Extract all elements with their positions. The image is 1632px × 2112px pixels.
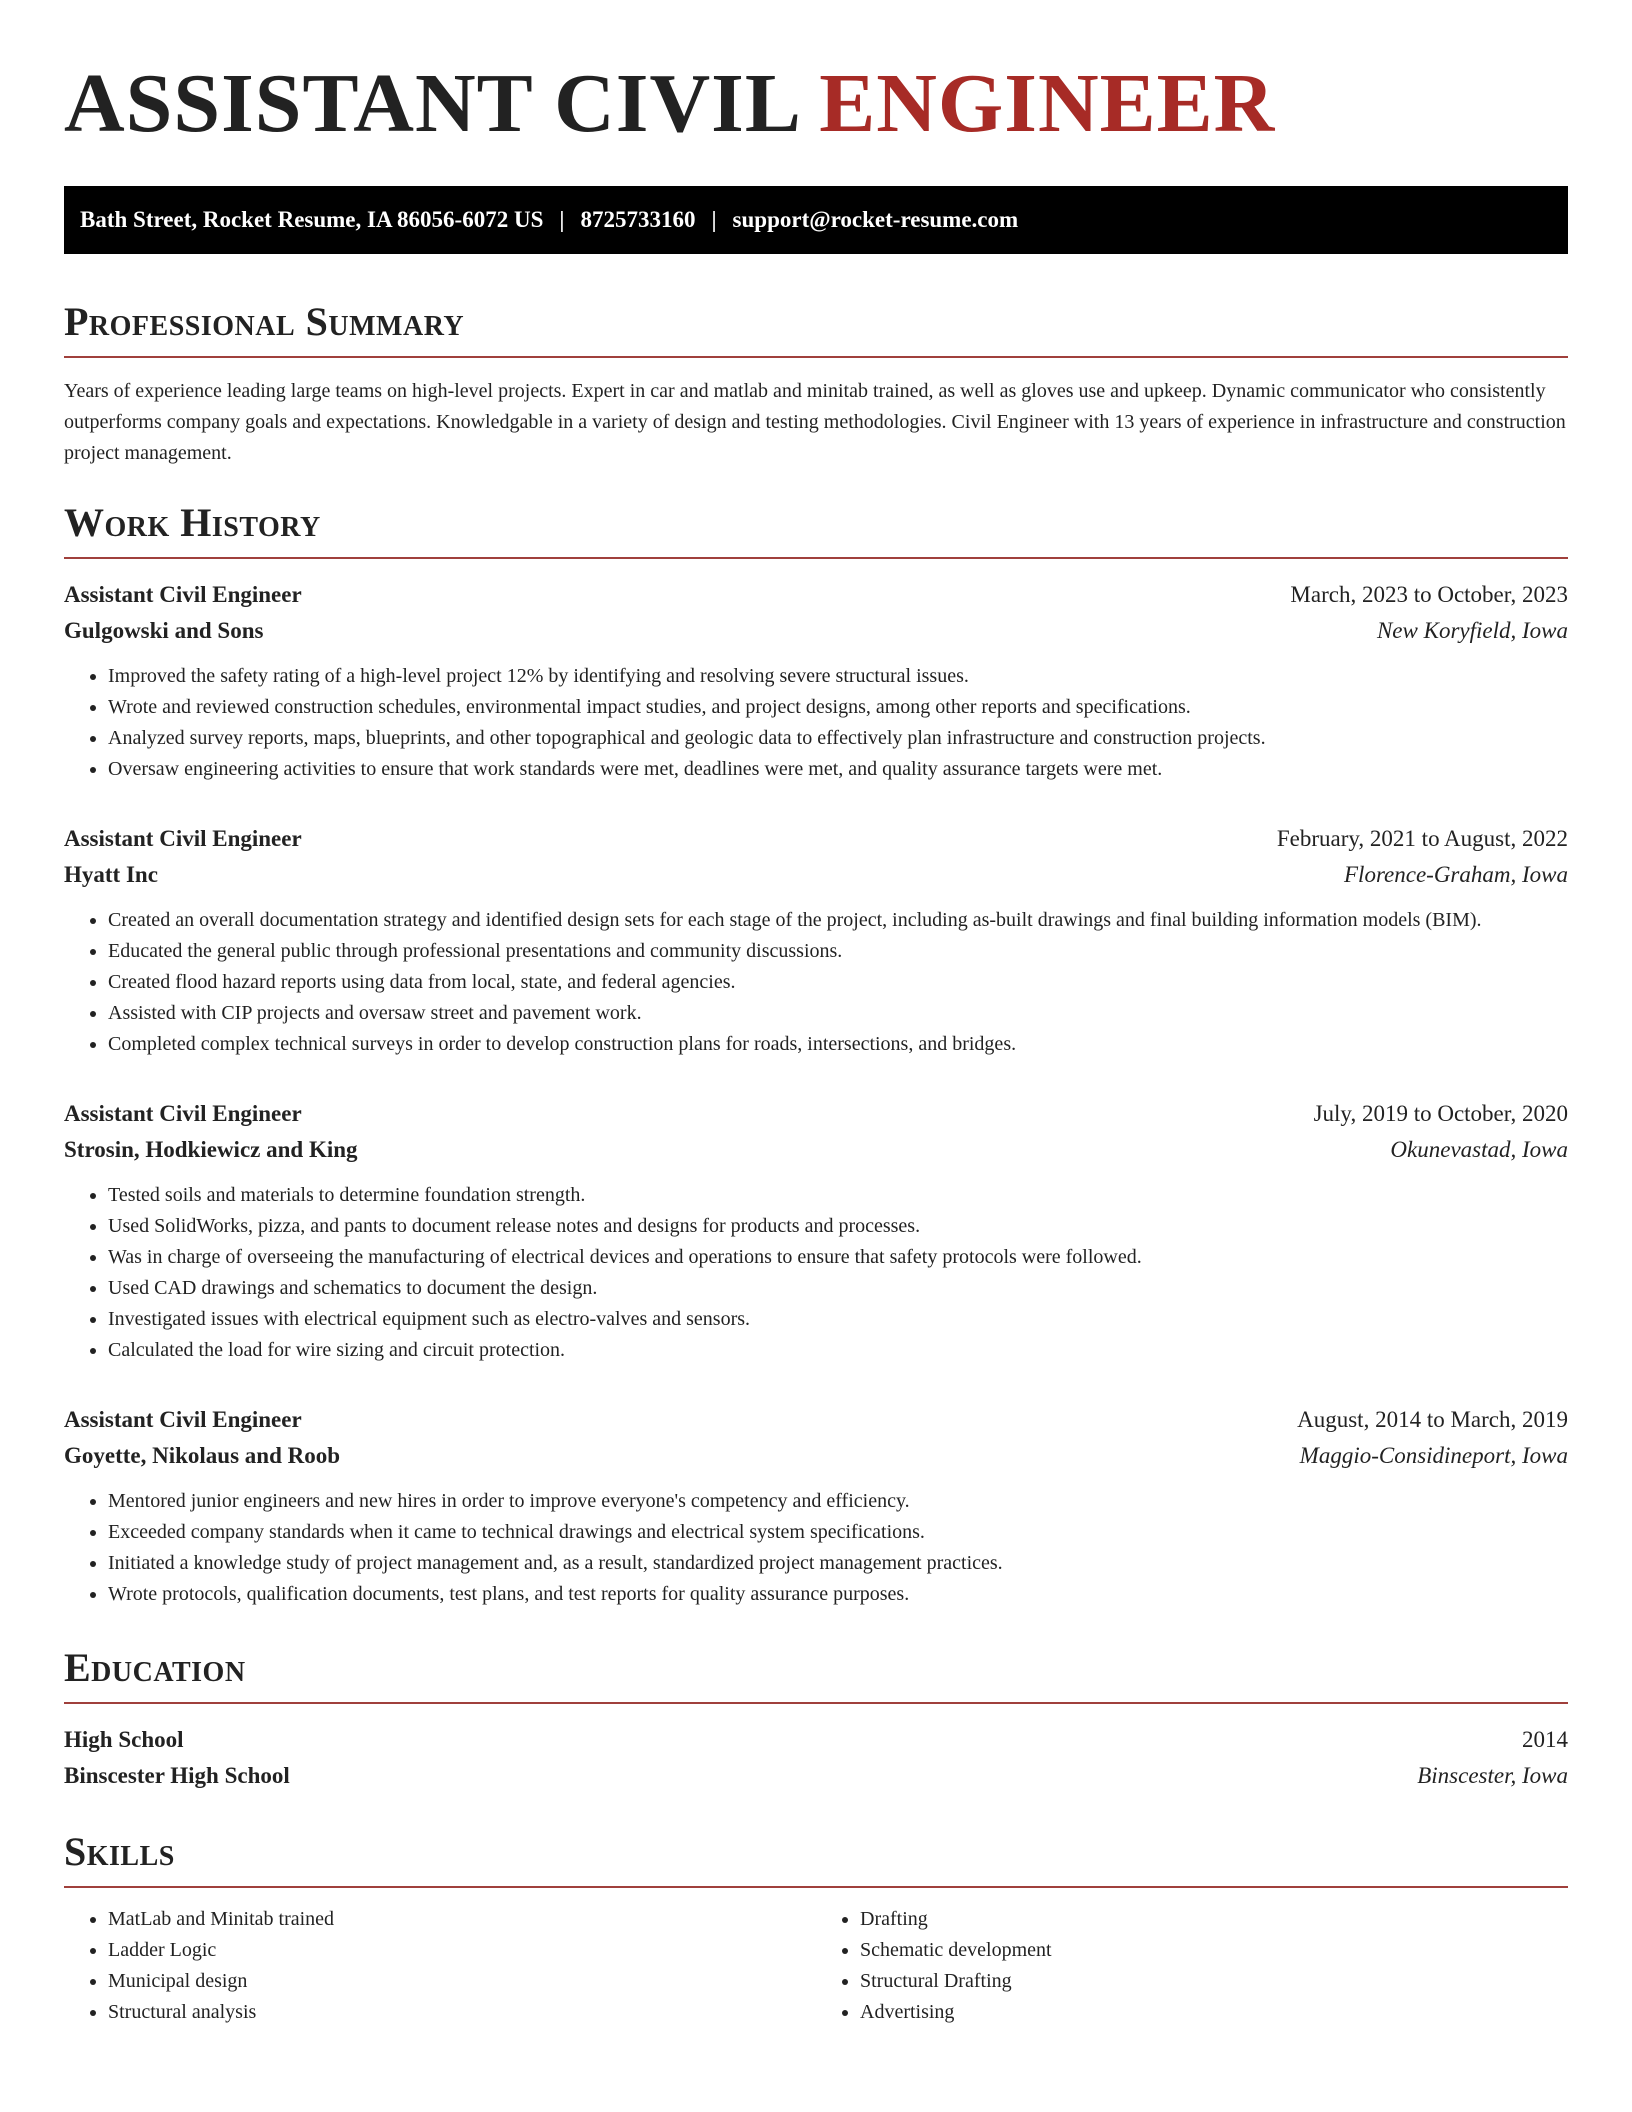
job-bullet: • Assisted with CIP projects and oversaw street and pavement work. (108, 998, 1568, 1029)
education-location: Binscester, Iowa (1417, 1763, 1568, 1788)
contact-separator: | (559, 207, 565, 232)
professional-summary-section (64, 298, 1568, 469)
skills-list-left (64, 1904, 816, 2028)
job-entry (64, 1096, 1568, 1366)
contact-phone: 8725733160 (580, 207, 696, 232)
job-bullet: • Mentored junior engineers and new hires in order to improve everyone's competency and efficiency. (108, 1486, 1568, 1517)
job-bullets (64, 905, 1568, 1060)
job-location: New Koryfield, Iowa (1376, 618, 1568, 643)
job-bullet: • Created flood hazard reports using data from local, state, and federal agencies. (108, 967, 1568, 998)
job-entry (64, 577, 1568, 785)
section-heading: Work History (64, 500, 321, 545)
job-bullet: • Investigated issues with electrical equipment such as electro-valves and sensors. (108, 1304, 1568, 1335)
job-company-row (64, 1438, 1568, 1474)
section-heading: Skills (64, 1829, 175, 1874)
education-school: Binscester High School (64, 1763, 290, 1788)
section-heading: Education (64, 1645, 246, 1690)
skills-section (64, 1828, 1568, 2028)
job-bullet: • Wrote protocols, qualification documents, test plans, and test reports for quality assurance purposes. (108, 1579, 1568, 1610)
summary-text: Years of experience leading large teams on high-level projects. Expert in car and matlab and minitab trained, as well as gloves use and upkeep. Dynamic communicator who consistently outperforms company goals and expectations. Knowledgable in a variety of design and testing methodologies. Civil Engineer with 13 years of experience in infrastructure and construction project management. (64, 380, 1566, 464)
skill-item: • Municipal design (108, 1966, 816, 1997)
job-bullet: • Exceeded company standards when it came to technical drawings and electrical system specifications. (108, 1517, 1568, 1548)
skills-grid (64, 1904, 1568, 2028)
job-bullet: • Oversaw engineering activities to ensure that work standards were met, deadlines were met, and quality assurance targets were met. (108, 754, 1568, 785)
job-company-row (64, 613, 1568, 649)
job-bullets (64, 1486, 1568, 1610)
job-company-row (64, 1132, 1568, 1168)
education-degree: High School (64, 1727, 184, 1752)
skills-list-right (816, 1904, 1568, 2028)
job-company: Strosin, Hodkiewicz and King (64, 1137, 358, 1162)
section-divider (64, 1886, 1568, 1888)
job-title: Assistant Civil Engineer (64, 582, 302, 607)
skill-item: • MatLab and Minitab trained (108, 1904, 816, 1935)
education-degree-row (64, 1722, 1568, 1758)
job-bullet: • Completed complex technical surveys in order to develop construction plans for roads, intersections, and bridges. (108, 1029, 1568, 1060)
section-divider (64, 356, 1568, 358)
skill-item: • Structural Drafting (860, 1966, 1568, 1997)
section-heading: Professional Summary (64, 299, 465, 344)
job-title-row (64, 577, 1568, 613)
job-entry (64, 1402, 1568, 1610)
job-dates: March, 2023 to October, 2023 (1290, 582, 1568, 607)
section-divider (64, 1702, 1568, 1704)
contact-email: support@rocket-resume.com (732, 207, 1019, 232)
job-dates: July, 2019 to October, 2020 (1313, 1101, 1568, 1126)
job-company-row (64, 857, 1568, 893)
contact-address: Bath Street, Rocket Resume, IA 86056-6072 US (80, 207, 544, 232)
skill-item: • Advertising (860, 1997, 1568, 2028)
work-history-section (64, 499, 1568, 1610)
job-bullet: • Educated the general public through professional presentations and community discussions. (108, 936, 1568, 967)
job-title: Assistant Civil Engineer (64, 826, 302, 851)
job-bullet: • Created an overall documentation strategy and identified design sets for each stage of the project, including as-built drawings and final building information models (BIM). (108, 905, 1568, 936)
title-main: ASSISTANT CIVIL (64, 57, 798, 150)
job-bullets (64, 661, 1568, 785)
education-school-row (64, 1758, 1568, 1794)
contact-bar (64, 186, 1568, 254)
job-company: Goyette, Nikolaus and Roob (64, 1443, 341, 1468)
job-bullet: • Used SolidWorks, pizza, and pants to document release notes and designs for products and processes. (108, 1211, 1568, 1242)
education-year: 2014 (1522, 1727, 1568, 1752)
job-bullet: • Wrote and reviewed construction schedules, environmental impact studies, and project designs, among other reports and specifications. (108, 692, 1568, 723)
title-accent: ENGINEER (819, 57, 1276, 150)
job-bullet: • Analyzed survey reports, maps, blueprints, and other topographical and geologic data to effectively plan infrastructure and construction projects. (108, 723, 1568, 754)
job-entry (64, 821, 1568, 1060)
job-company: Hyatt Inc (64, 862, 158, 887)
skill-item: • Schematic development (860, 1935, 1568, 1966)
job-title: Assistant Civil Engineer (64, 1101, 302, 1126)
job-bullet: • Calculated the load for wire sizing and circuit protection. (108, 1335, 1568, 1366)
education-entry (64, 1722, 1568, 1794)
skill-item: • Structural analysis (108, 1997, 816, 2028)
job-title-row (64, 1402, 1568, 1438)
job-bullet: • Improved the safety rating of a high-level project 12% by identifying and resolving severe structural issues. (108, 661, 1568, 692)
job-dates: February, 2021 to August, 2022 (1276, 826, 1568, 851)
job-location: Maggio-Considineport, Iowa (1299, 1443, 1568, 1468)
job-title-row (64, 821, 1568, 857)
job-bullet: • Initiated a knowledge study of project management and, as a result, standardized project management practices. (108, 1548, 1568, 1579)
job-bullets (64, 1180, 1568, 1366)
section-divider (64, 557, 1568, 559)
job-location: Okunevastad, Iowa (1390, 1137, 1568, 1162)
contact-separator: | (711, 207, 717, 232)
skill-item: • Ladder Logic (108, 1935, 816, 1966)
job-company: Gulgowski and Sons (64, 618, 264, 643)
job-bullet: • Tested soils and materials to determine foundation strength. (108, 1180, 1568, 1211)
job-location: Florence-Graham, Iowa (1344, 862, 1568, 887)
job-title: Assistant Civil Engineer (64, 1407, 302, 1432)
job-dates: August, 2014 to March, 2019 (1297, 1407, 1568, 1432)
skill-item: • Drafting (860, 1904, 1568, 1935)
resume-title (64, 56, 1568, 152)
job-bullet: • Was in charge of overseeing the manufacturing of electrical devices and operations to ensure that safety protocols were followed. (108, 1242, 1568, 1273)
job-title-row (64, 1096, 1568, 1132)
job-bullet: • Used CAD drawings and schematics to document the design. (108, 1273, 1568, 1304)
education-section (64, 1644, 1568, 1794)
